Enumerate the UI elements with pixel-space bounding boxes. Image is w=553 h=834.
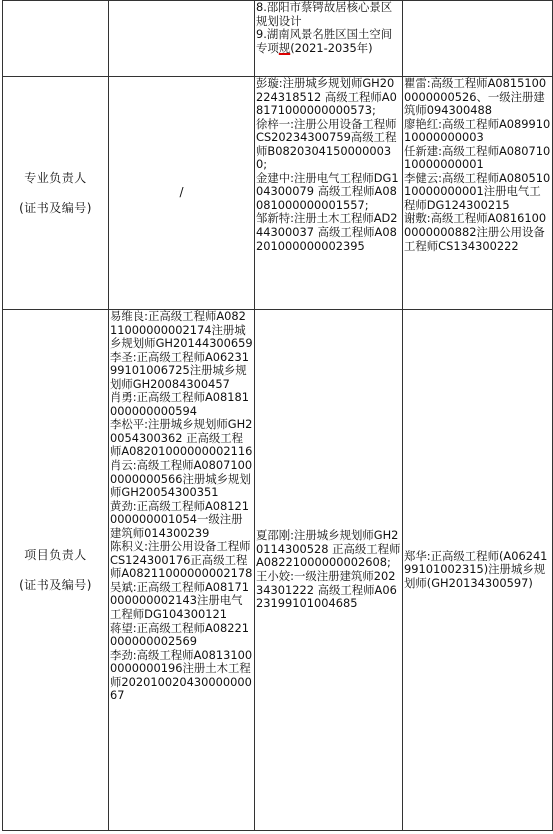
project-lead-subtitle: (证书及编号) [19,578,92,592]
list-item: 瞿雷:高级工程师A08151000000000526、一级注册建筑师094300488 [404,76,547,118]
professional-lead-title: 专业负责人 [24,171,87,185]
project-lead-label [3,310,109,831]
project-col3-cell [403,310,553,831]
table-row-top [3,1,553,77]
table-row-project [3,310,553,831]
list-item: 任新建:高级工程师A08071010000000001 [404,143,551,172]
list-item: 彭璇:注册城乡规划师GH20224318512 高级工程师A08171000000000573; [256,76,397,118]
project-item-8: 8.邵阳市蔡锷故居核心景区规划设计 [256,0,393,28]
list-item: 李圣:正高级工程师A0623199101006725注册城乡规划师GH20084300457 [110,349,249,391]
professional-col3-cell [403,77,553,310]
list-item: 李劲:高级工程师A08131000000000196注册土木工程师20201002043000000067 [110,647,253,703]
qualification-table [2,0,553,831]
top-col2-cell [255,1,403,77]
list-item: 谢敷:高级工程师A08161000000000882注册公用设备工程师CS134300222 [404,211,547,253]
list-item: 夏邵刚:注册城乡规划师GH20114300528 正高级工程师A08221000000002608; [256,528,401,570]
list-item: 黄劲:正高级工程师A08121000000001054一级注册建筑师014300239 [110,498,249,540]
list-item: 廖艳红:高级工程师A08991010000000003 [404,116,551,145]
list-item: 王小姣:一级注册建筑师20234301222 高级工程师A0623199101004685 [256,569,397,611]
professional-col1-cell: / [109,77,255,310]
table-row-professional [3,77,553,310]
project-col2-cell [255,310,403,831]
project-lead-title: 项目负责人 [24,548,87,562]
top-label-cell [3,1,109,77]
professional-col2-cell [255,77,403,310]
list-item: 肖勇:正高级工程师A08181000000000594 [110,390,249,418]
list-item: 邹新特:注册土木工程师AD244300037 高级工程师A08201000000002395 [256,211,398,253]
list-item: 徐梓一:注册公用设备工程师CS20234300759高级工程师B08203041500000030; [256,116,397,172]
list-item: 郑华:正高级工程师(A0624199101002315)注册城乡规划师(GH20134300597) [404,548,548,590]
professional-lead-label [3,77,109,310]
list-item: 李松平:注册城乡规划师GH20054300362 正高级工程师A08201000000002116 [110,417,253,459]
project-item-9: 9.湖南风景名胜区国土空间专项规(2021-2035年) [256,27,393,55]
list-item: 陈积义:注册公用设备工程师CS124300176正高级工程师A08211000000002178 [110,539,253,581]
red-underline-mark: 规 [278,40,291,55]
project-col1-cell [109,310,255,831]
list-item: 吴斌:正高级工程师A08171000000002143注册电气工程师DG104300121 [110,579,249,622]
top-col3-cell [403,1,553,77]
list-item: 肖云:高级工程师A08071000000000566注册城乡规划师GH20054300351 [110,458,253,500]
top-col1-cell [109,1,255,77]
list-item: 李健云:高级工程师A08051010000000001注册电气工程师DG124300215 [404,170,551,212]
list-item: 金建中:注册电气工程师DG104300079 高级工程师A08081000000001557; [256,170,399,212]
list-item: 蒋望:正高级工程师A08221000000002569 [110,620,249,649]
list-item: 易维良:正高级工程师A08211000000002174注册城乡规划师GH20144300659 [110,309,253,351]
professional-lead-subtitle: (证书及编号) [19,201,92,215]
